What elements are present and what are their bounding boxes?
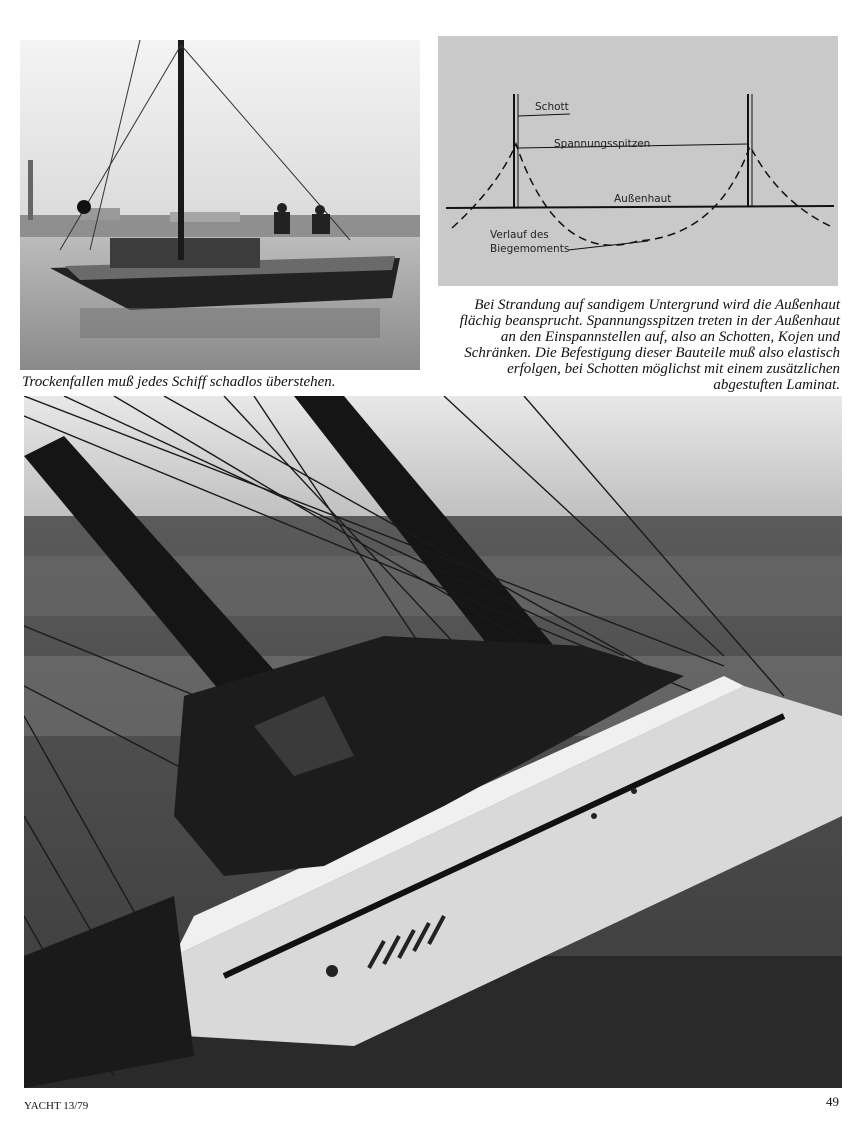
photo-stranded-yacht-image [24,396,842,1088]
aussenhaut-line [446,206,834,208]
diagram-stress-peaks [438,36,838,286]
label-spannungsspitzen: Spannungsspitzen [554,138,651,150]
label-schott: Schott [535,101,569,113]
caption-top-right-line-1: Bei Strandung auf sandigem Untergrund wird die Außenhaut [474,297,840,313]
caption-top-right-line-3: an den Einspannstellen auf, also an Schotten, Kojen und [500,329,840,345]
label-aussenhaut: Außenhaut [614,193,672,205]
caption-top-right-line-5: erfolgen, bei Schotten möglichst mit einem zusätzlichen [507,361,840,377]
photo-stranded-yacht [24,396,842,1088]
caption-top-right [440,297,840,393]
label-verlauf-line1: Verlauf des [490,229,549,241]
diagram-stress-peaks-drawing [438,36,838,286]
page-number: 49 [826,1094,839,1109]
photo-boat-dried-out [20,40,420,370]
footer-publication: YACHT 13/79 [24,1100,89,1112]
caption-top-left: Trockenfallen muß jedes Schiff schadlos überstehen. [22,374,336,390]
photo-boat-dried-out-image [20,40,420,370]
caption-top-right-line-2: flächig beansprucht. Spannungsspitzen treten in der Außenhaut [459,313,840,329]
caption-top-right-line-6: abgestuften Laminat. [713,377,840,393]
caption-top-right-line-4: Schränken. Die Befestigung dieser Bauteile muß also elastisch [464,345,840,361]
label-verlauf-line2: Biegemoments [490,243,570,255]
